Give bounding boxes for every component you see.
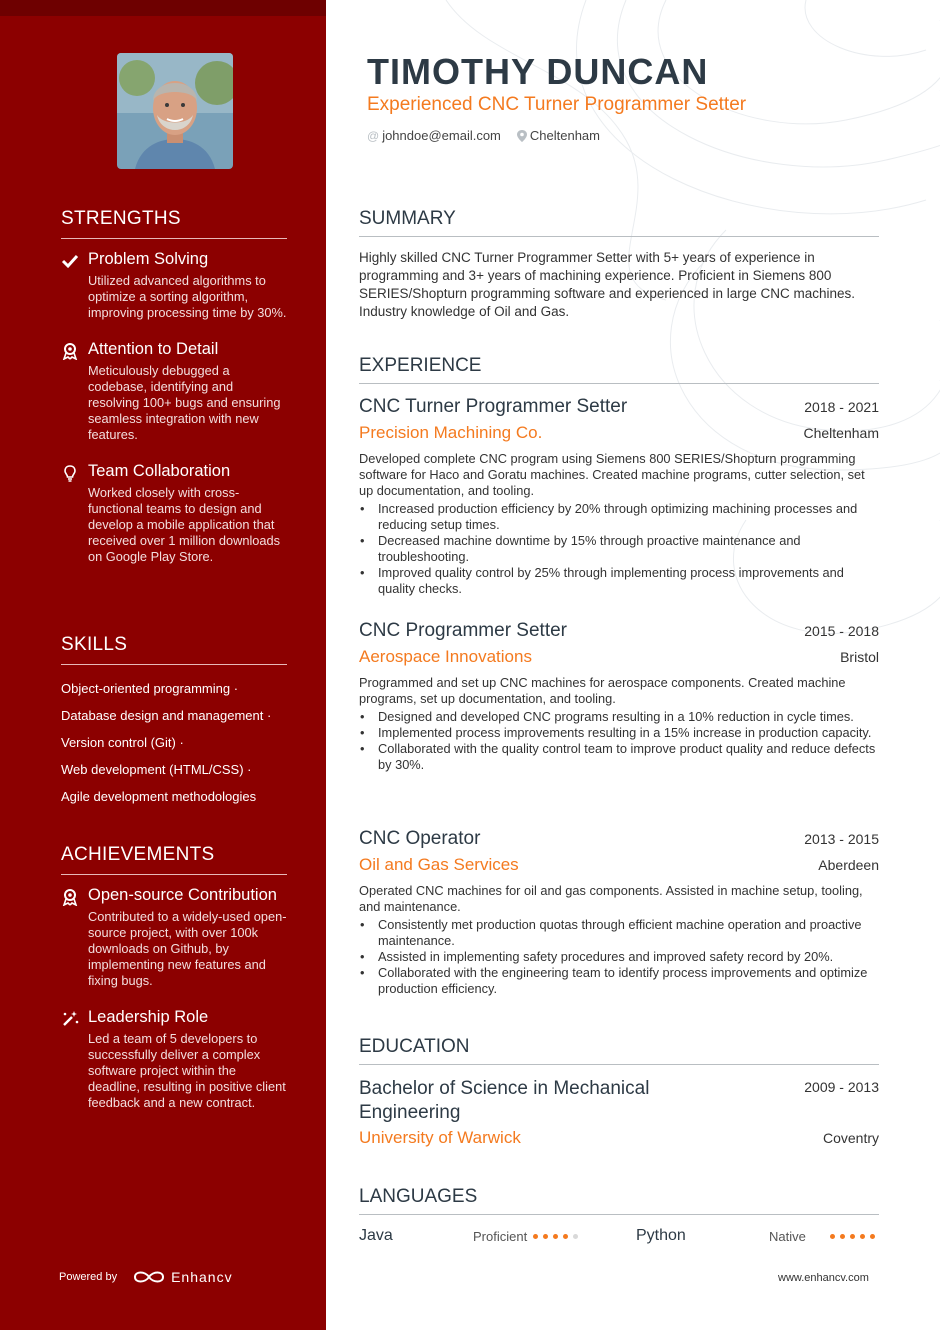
- rating-dot: [553, 1234, 558, 1239]
- strength-item: [61, 249, 287, 321]
- sidebar: [0, 0, 326, 1330]
- achievement-desc: Contributed to a widely-used open-source project, with over 100k downloads on Github, by implementing new features and fixing bugs.: [88, 909, 287, 988]
- skill-item: Object-oriented programming ·: [61, 681, 239, 696]
- job-bullet: • Implemented process improvements resulting in a 15% increase in production capacity.: [359, 725, 879, 741]
- experience-heading: EXPERIENCE: [359, 355, 879, 384]
- strength-item: [61, 461, 287, 565]
- job-achievements: [359, 709, 879, 773]
- language-level: Native: [769, 1228, 806, 1244]
- location-text: Cheltenham: [529, 128, 600, 143]
- rating-dot: [840, 1234, 845, 1239]
- job-company: Precision Machining Co.: [359, 423, 543, 442]
- rating-dot: [543, 1234, 548, 1239]
- skill-item: Web development (HTML/CSS) ·: [61, 762, 252, 777]
- footer-website[interactable]: www.enhancv.com: [778, 1272, 869, 1284]
- rating-dot: [533, 1234, 538, 1239]
- contact-info: [367, 128, 600, 143]
- language-name: Java: [359, 1227, 393, 1244]
- powered-by: [59, 1269, 233, 1285]
- job-dates: 2018 - 2021: [804, 399, 879, 415]
- strength-desc: Worked closely with cross-functional teams to design and develop a mobile application that received over 1 million downloads on Google Play Store.: [88, 485, 281, 564]
- education-entry: [359, 1077, 879, 1148]
- language-rating: [830, 1234, 875, 1239]
- achievement-title: Leadership Role: [88, 1008, 209, 1026]
- job-bullet: • Collaborated with the quality control team to improve product quality and reduce defects by 30%.: [359, 741, 879, 773]
- achievements-section: [61, 844, 287, 1123]
- strength-title: Attention to Detail: [88, 340, 219, 358]
- education-heading: EDUCATION: [359, 1036, 879, 1065]
- language-rating: [533, 1234, 578, 1239]
- job-bullet: • Increased production efficiency by 20% through optimizing machining processes and reducing setup times.: [359, 501, 879, 533]
- school: University of Warwick: [359, 1128, 521, 1147]
- summary-text: Highly skilled CNC Turner Programmer Setter with 5+ years of experience in programming and 3+ years of machining experience. Proficient in Siemens 800 SERIES/Shopturn programming software and experienced in large CNC machines. Industry knowledge of Oil and Gas.: [359, 250, 855, 319]
- job-dates: 2013 - 2015: [804, 831, 879, 847]
- job-bullet: • Consistently met production quotas through efficient machine operation and proactive maintenance.: [359, 917, 879, 949]
- language-item: [359, 1227, 636, 1245]
- job-bullet: • Decreased machine downtime by 15% through proactive maintenance and troubleshooting.: [359, 533, 879, 565]
- job-description: Operated CNC machines for oil and gas components. Assisted in machine setup, tooling, and maintenance.: [359, 883, 863, 914]
- job-bullet: • Collaborated with the engineering team to identify process improvements and optimize production efficiency.: [359, 965, 879, 997]
- email-contact[interactable]: [367, 128, 501, 143]
- languages-heading: LANGUAGES: [359, 1186, 879, 1215]
- skill-item: Database design and management ·: [61, 708, 272, 723]
- lightbulb-icon: [61, 464, 79, 482]
- candidate-title: Experienced CNC Turner Programmer Setter: [367, 94, 747, 115]
- job-achievements: [359, 917, 879, 997]
- rating-dot: [850, 1234, 855, 1239]
- rating-dot: [830, 1234, 835, 1239]
- strength-title: Team Collaboration: [88, 462, 231, 480]
- achievement-desc: Led a team of 5 developers to successfully deliver a complex software project within the deadline, resulting in positive client feedback and a new contract.: [88, 1031, 286, 1110]
- enhancv-brand: Enhancv: [171, 1269, 233, 1285]
- strength-desc: Meticulously debugged a codebase, identifying and resolving 100+ bugs and ensuring seamless integration with new features.: [88, 363, 281, 442]
- rating-dot: [573, 1234, 578, 1239]
- strengths-section: [61, 208, 287, 577]
- languages-list: [359, 1227, 879, 1245]
- profile-photo: [117, 53, 233, 169]
- strengths-heading: STRENGTHS: [61, 208, 287, 239]
- language-level: Proficient: [473, 1228, 528, 1244]
- job-bullet: • Assisted in implementing safety procedures and improved safety record by 20%.: [359, 949, 879, 965]
- job-achievements: [359, 501, 879, 597]
- job-role: CNC Programmer Setter: [359, 620, 567, 641]
- education-location: Coventry: [822, 1130, 879, 1146]
- at-icon: @: [367, 128, 380, 143]
- strength-title: Problem Solving: [88, 250, 209, 268]
- language-item: [636, 1227, 879, 1245]
- job-bullet: • Designed and developed CNC programs resulting in a 10% reduction in cycle times.: [359, 709, 879, 725]
- enhancv-logo-icon: [133, 1270, 165, 1284]
- candidate-name: TIMOTHY DUNCAN: [367, 51, 709, 92]
- experience-entry: [359, 828, 879, 997]
- achievement-title: Open-source Contribution: [88, 886, 277, 904]
- achievements-heading: ACHIEVEMENTS: [61, 844, 287, 875]
- degree: Bachelor of Science in Mechanical Engineering: [359, 1078, 650, 1123]
- experience-entry: [359, 396, 879, 597]
- education-dates: 2009 - 2013: [804, 1079, 879, 1095]
- strength-item: [61, 339, 287, 443]
- job-description: Programmed and set up CNC machines for aerospace components. Created machine programs, set up documentation, and tooling.: [359, 675, 846, 706]
- job-role: CNC Operator: [359, 828, 481, 849]
- award-icon: [61, 342, 79, 360]
- powered-by-label: Powered by: [59, 1271, 118, 1283]
- award-icon: [61, 888, 79, 906]
- job-company: Aerospace Innovations: [359, 647, 532, 666]
- job-location: Bristol: [840, 649, 879, 665]
- experience-entry: [359, 620, 879, 773]
- skill-item: Agile development methodologies: [61, 789, 257, 804]
- job-location: Aberdeen: [818, 857, 879, 873]
- rating-dot: [870, 1234, 875, 1239]
- achievement-item: [61, 1007, 287, 1111]
- language-name: Python: [636, 1227, 686, 1244]
- enhancv-logo[interactable]: [133, 1269, 232, 1285]
- strength-desc: Utilized advanced algorithms to optimize a sorting algorithm, improving processing time by 30%.: [88, 273, 287, 320]
- sidebar-top-bar: [0, 0, 326, 16]
- summary-heading: SUMMARY: [359, 208, 879, 237]
- skills-heading: SKILLS: [61, 634, 287, 665]
- job-description: Developed complete CNC program using Siemens 800 SERIES/Shopturn programming software for Haco and Goratu machines. Created machine programs, cutter selection, set up documentation, and tooling.: [359, 451, 865, 498]
- checkmark-icon: [61, 252, 79, 270]
- job-company: Oil and Gas Services: [359, 855, 519, 874]
- email-text: johndoe@email.com: [382, 128, 501, 143]
- rating-dot: [563, 1234, 568, 1239]
- achievement-item: [61, 885, 287, 989]
- skills-section: [61, 634, 287, 816]
- location-pin-icon: [517, 130, 527, 142]
- job-role: CNC Turner Programmer Setter: [359, 396, 628, 417]
- job-location: Cheltenham: [803, 425, 879, 441]
- location-contact: [517, 128, 600, 143]
- job-dates: 2015 - 2018: [804, 623, 879, 639]
- skill-item: Version control (Git) ·: [61, 735, 184, 750]
- rating-dot: [860, 1234, 865, 1239]
- job-bullet: • Improved quality control by 25% through implementing process improvements and quality checks.: [359, 565, 879, 597]
- magic-wand-icon: [61, 1010, 79, 1028]
